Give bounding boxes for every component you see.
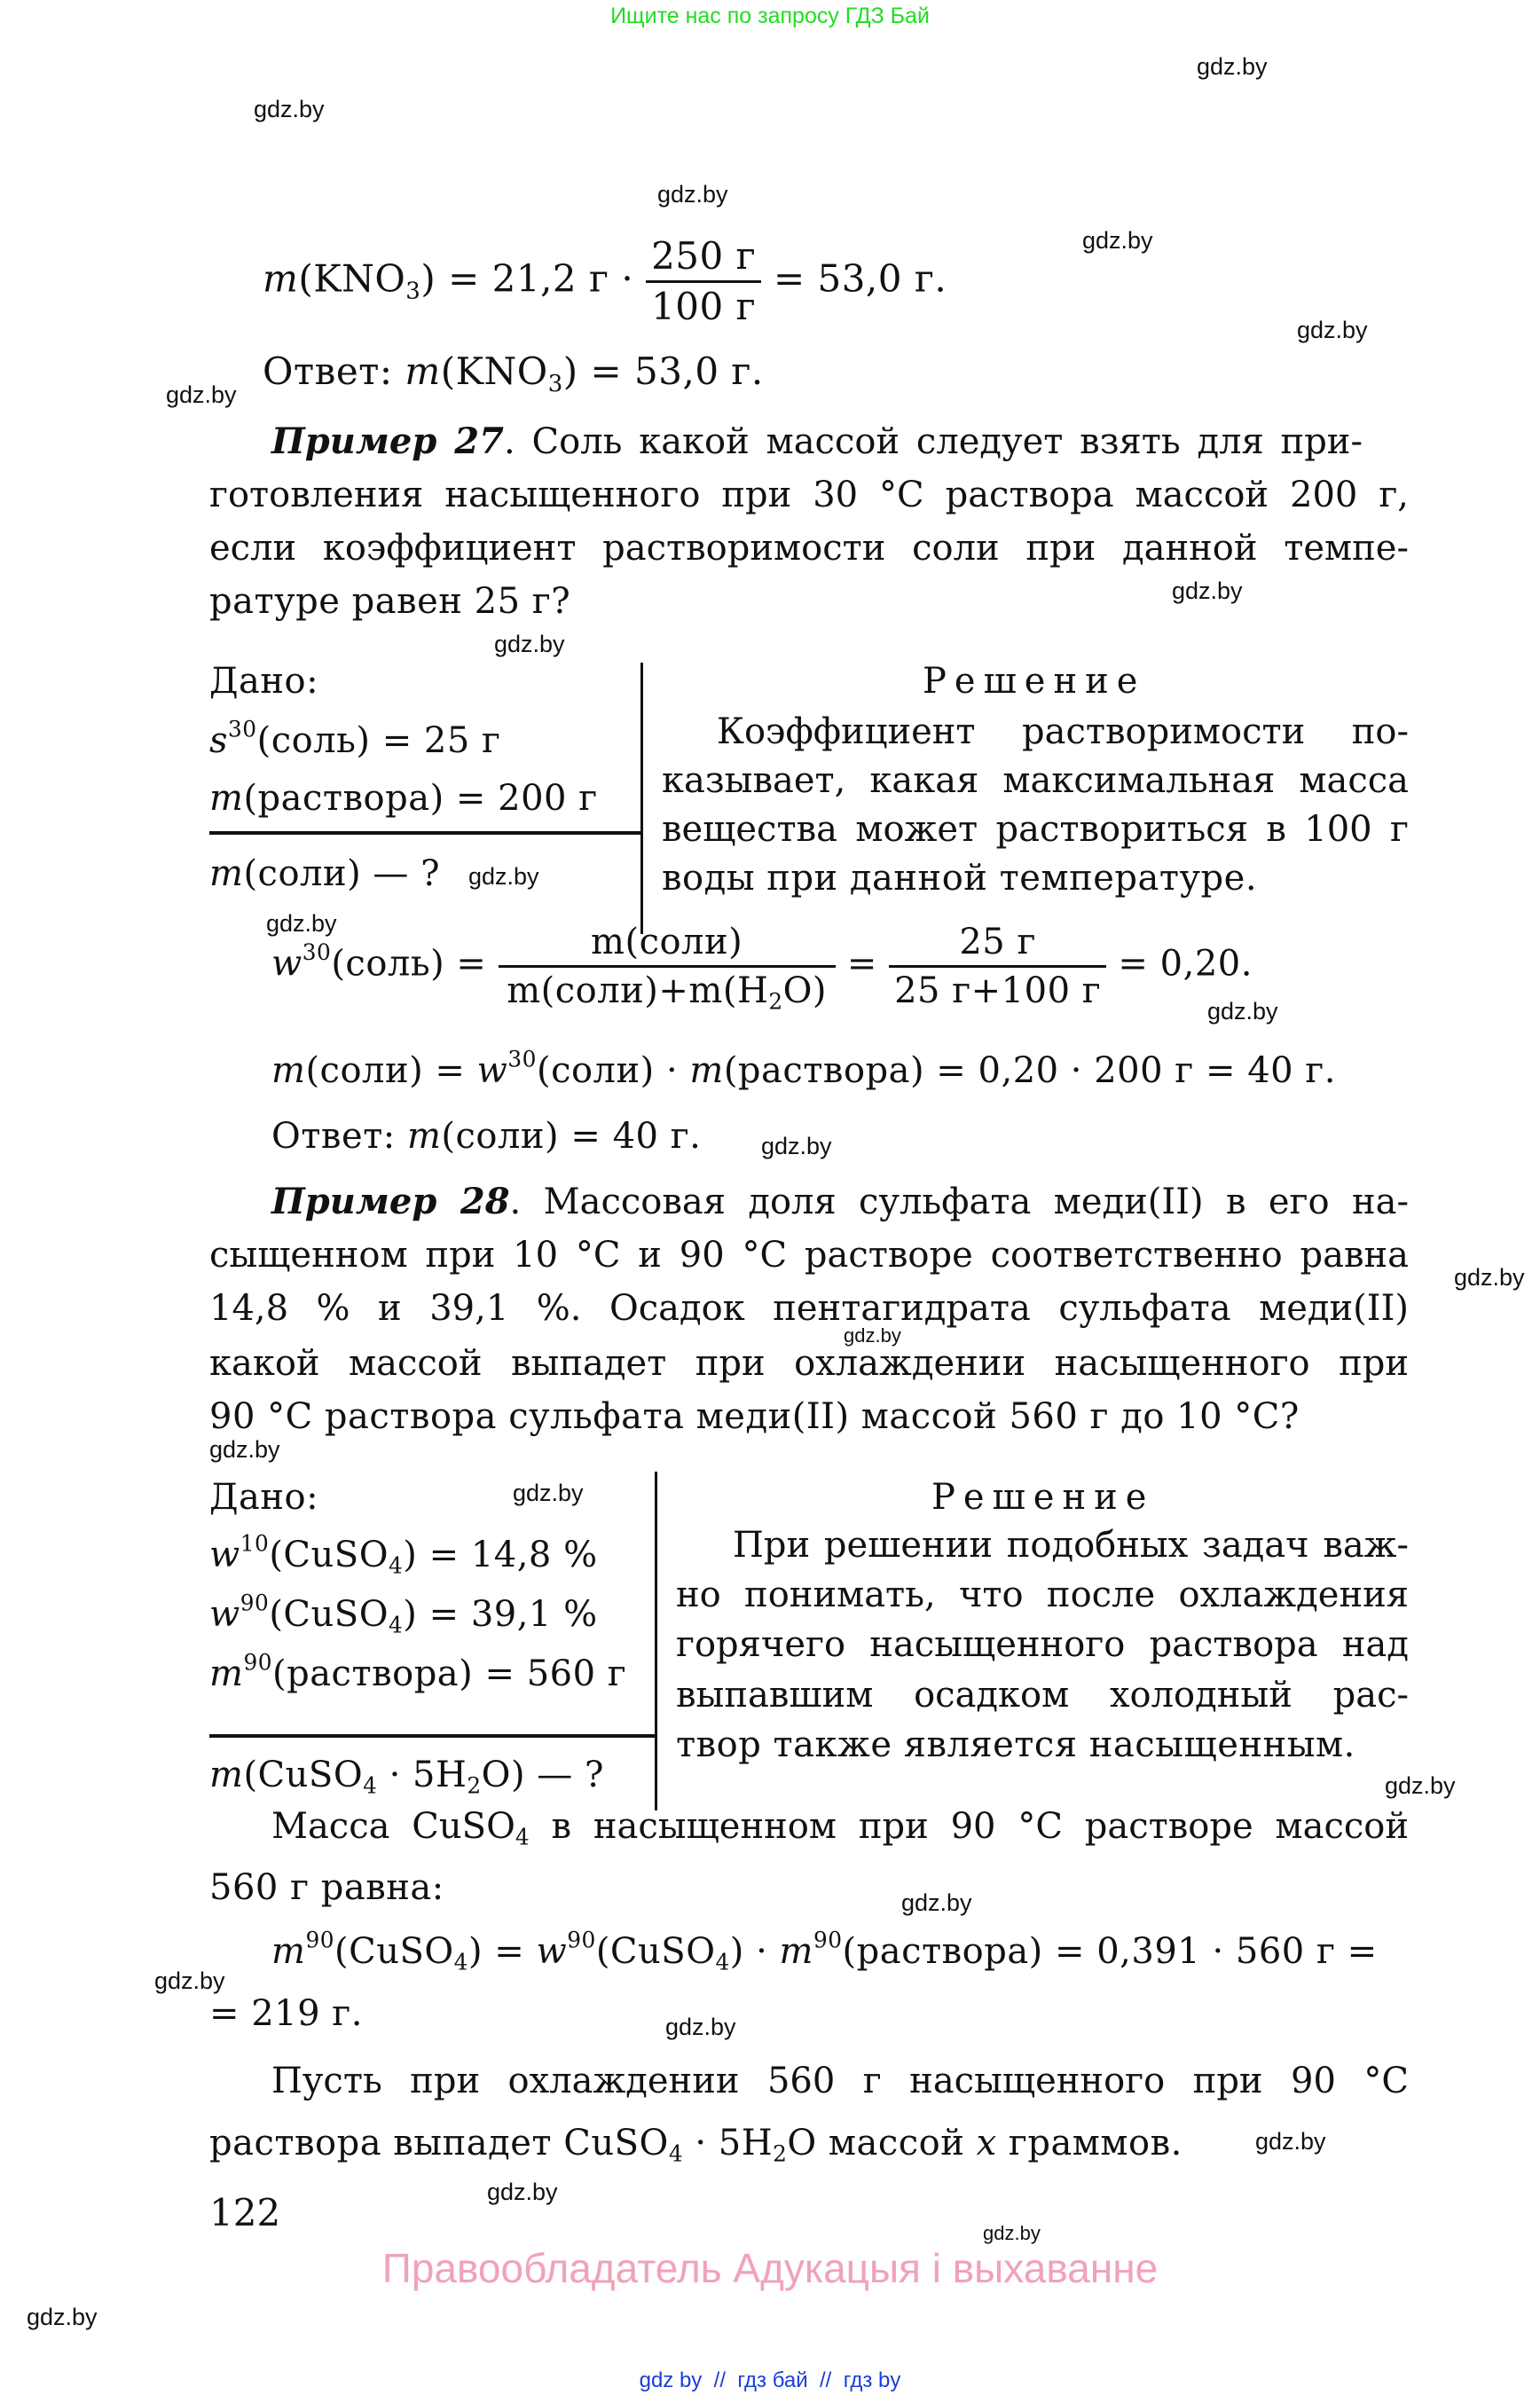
watermark: gdz.by (266, 910, 337, 937)
solution-line: горячего насыщенного раствора над (676, 1624, 1409, 1665)
formula-m-soli: m(соли) = $w^{30}(соли)$ · m(раствора) = 0,20 · 200 г = 40 г. (271, 1046, 1336, 1091)
example-27-line-4: ратуре равен 25 г? (209, 581, 571, 622)
given-item: $w^{10}(CuSO_4) = 14,8$ % (209, 1530, 598, 1579)
solution-line: казывает, какая максимальная масса (662, 760, 1409, 801)
footer-link-gdz-bai[interactable]: гдз бай (737, 2368, 808, 2392)
solution-line: При решении подобных задач важ- (733, 1525, 1409, 1566)
example-27-line-1: Пример 27. Соль какой массой следует взять для при- (271, 420, 1363, 462)
search-banner: Ищите нас по запросу ГДЗ Бай (610, 4, 930, 28)
example-28-label: Пример 28 (271, 1181, 510, 1222)
given-item: $s^{30}(соль) = 25$ г (209, 716, 501, 761)
example-28-line-5: 90 °С раствора сульфата меди(II) массой 560 г до 10 °С? (209, 1396, 1300, 1437)
watermark: gdz.by (209, 1436, 280, 1463)
watermark: gdz.by (1297, 317, 1368, 343)
example-28-line-2: сыщенном при 10 °С и 90 °С растворе соответственно равна (209, 1235, 1409, 1276)
fraction: $\frac{25 г}{25 г+100 г}$ (889, 924, 1106, 1009)
watermark: gdz.by (761, 1133, 832, 1159)
find-item: m(соли) — ? (209, 853, 441, 894)
given-item: m(раствора) = 200 г (209, 778, 598, 819)
watermark: gdz.by (1207, 998, 1278, 1025)
separator: // (820, 2368, 832, 2392)
solution-title: Решение (931, 1477, 1155, 1518)
table-divider (655, 1472, 657, 1810)
formula-kno3: $m(KNO_3) = 21,2$ г · $\frac{250 г}{100 г}$ = 53,0 г. (263, 234, 947, 328)
watermark: gdz.by (487, 2179, 558, 2205)
fraction: $\frac{\text{m(соли)}}{m(соли)+m(H_2O)}$ (499, 924, 836, 1009)
example-28-line-3: 14,8 % и 39,1 %. Осадок пентагидрата сульфата меди(II) (209, 1288, 1409, 1329)
fraction: $\frac{250 г}{100 г}$ (646, 238, 761, 326)
solution-line: выпавшим осадком холодный рас- (676, 1675, 1409, 1716)
solution-line: но понимать, что после охлаждения (676, 1575, 1409, 1615)
formula-w30: $w^{30}(соль)$ = $\frac{\text{m(соли)}}{m(соли)+m(H_2O)}$ = $\frac{25 г}{25 г+100 г}$ = 0,20. (271, 922, 1253, 1015)
paragraph-mass-line-2: 560 г равна: (209, 1867, 444, 1908)
watermark: gdz.by (1197, 53, 1268, 80)
solution-line: Коэффициент растворимости по- (717, 711, 1409, 752)
watermark: gdz.by (1454, 1264, 1525, 1291)
example-28-line-4: какой массой выпадет при охлаждении насыщенного при (209, 1343, 1409, 1384)
watermark: gdz.by (468, 863, 539, 890)
copyright-holder: Правообладатель Адукацыя і выхаванне (381, 2245, 1159, 2291)
footer-links (0, 2368, 1540, 2393)
watermark: gdz.by (1385, 1772, 1456, 1799)
watermark: gdz.by (1255, 2128, 1326, 2155)
footer-link-gdz-by[interactable]: gdz by (639, 2368, 703, 2392)
example-27-line-2: готовления насыщенного при 30 °С раствора массой 200 г, (209, 475, 1409, 515)
watermark: gdz.by (657, 181, 728, 208)
answer-kno3: Ответ: $m(KNO_3) = 53,0$ г. (263, 349, 764, 397)
example-27-line-3: если коэффициент растворимости соли при данной темпе- (209, 528, 1409, 569)
watermark: gdz.by (1082, 227, 1153, 254)
watermark: gdz.by (983, 2222, 1041, 2244)
solution-line: твор также является насыщенным. (676, 1724, 1355, 1765)
formula-m90-result: = 219 г. (209, 1993, 363, 2034)
solution-line: вещества может раствориться в 100 г (662, 809, 1409, 850)
given-divider (209, 1734, 655, 1738)
watermark: gdz.by (154, 1967, 225, 1994)
watermark: gdz.by (665, 2014, 736, 2040)
watermark: gdz.by (166, 381, 237, 408)
answer-27: Ответ: m(соли) = 40 г. (271, 1116, 702, 1157)
solution-title: Решение (923, 661, 1146, 702)
given-divider (209, 831, 640, 835)
solution-line: воды при данной температуре. (662, 858, 1258, 899)
given-title: Дано: (209, 661, 319, 702)
given-item: $m^{90}(раствора) = 560$ г (209, 1649, 627, 1694)
given-title: Дано: (209, 1477, 319, 1518)
given-item: $w^{90}(CuSO_4) = 39,1$ % (209, 1590, 598, 1638)
paragraph-mass-line-1: Масса CuSO$_4$ в насыщенном при 90 °С растворе массой (271, 1806, 1410, 1850)
table-divider (640, 663, 643, 934)
example-27-label: Пример 27 (271, 420, 504, 462)
watermark: gdz.by (494, 631, 565, 657)
paragraph-let-line-2: раствора выпадет CuSO$_4$ · $5H_2O$ массой x граммов. (209, 2123, 1182, 2167)
watermark: gdz.by (901, 1889, 972, 1916)
paragraph-let-line-1: Пусть при охлаждении 560 г насыщенного при 90 °С (271, 2061, 1409, 2101)
watermark: gdz.by (844, 1324, 901, 1347)
footer-link-gdz-by-cyr[interactable]: гдз by (843, 2368, 901, 2392)
watermark: gdz.by (27, 2304, 98, 2330)
formula-m90: $m^{90}(CuSO_4)$ = $w^{90}(CuSO_4)$ · $m^{90}(раствора) = 0,391 \cdot 560$ г = (271, 1927, 1378, 1975)
page-number: 122 (209, 2191, 281, 2234)
watermark: gdz.by (513, 1480, 584, 1506)
separator: // (713, 2368, 726, 2392)
watermark: gdz.by (254, 96, 325, 122)
find-item: m(CuSO$_4$ · $5H_2O$) — ? (209, 1755, 604, 1799)
watermark: gdz.by (1172, 577, 1243, 604)
example-28-line-1: Пример 28. Массовая доля сульфата меди(II) в его на- (271, 1181, 1409, 1222)
